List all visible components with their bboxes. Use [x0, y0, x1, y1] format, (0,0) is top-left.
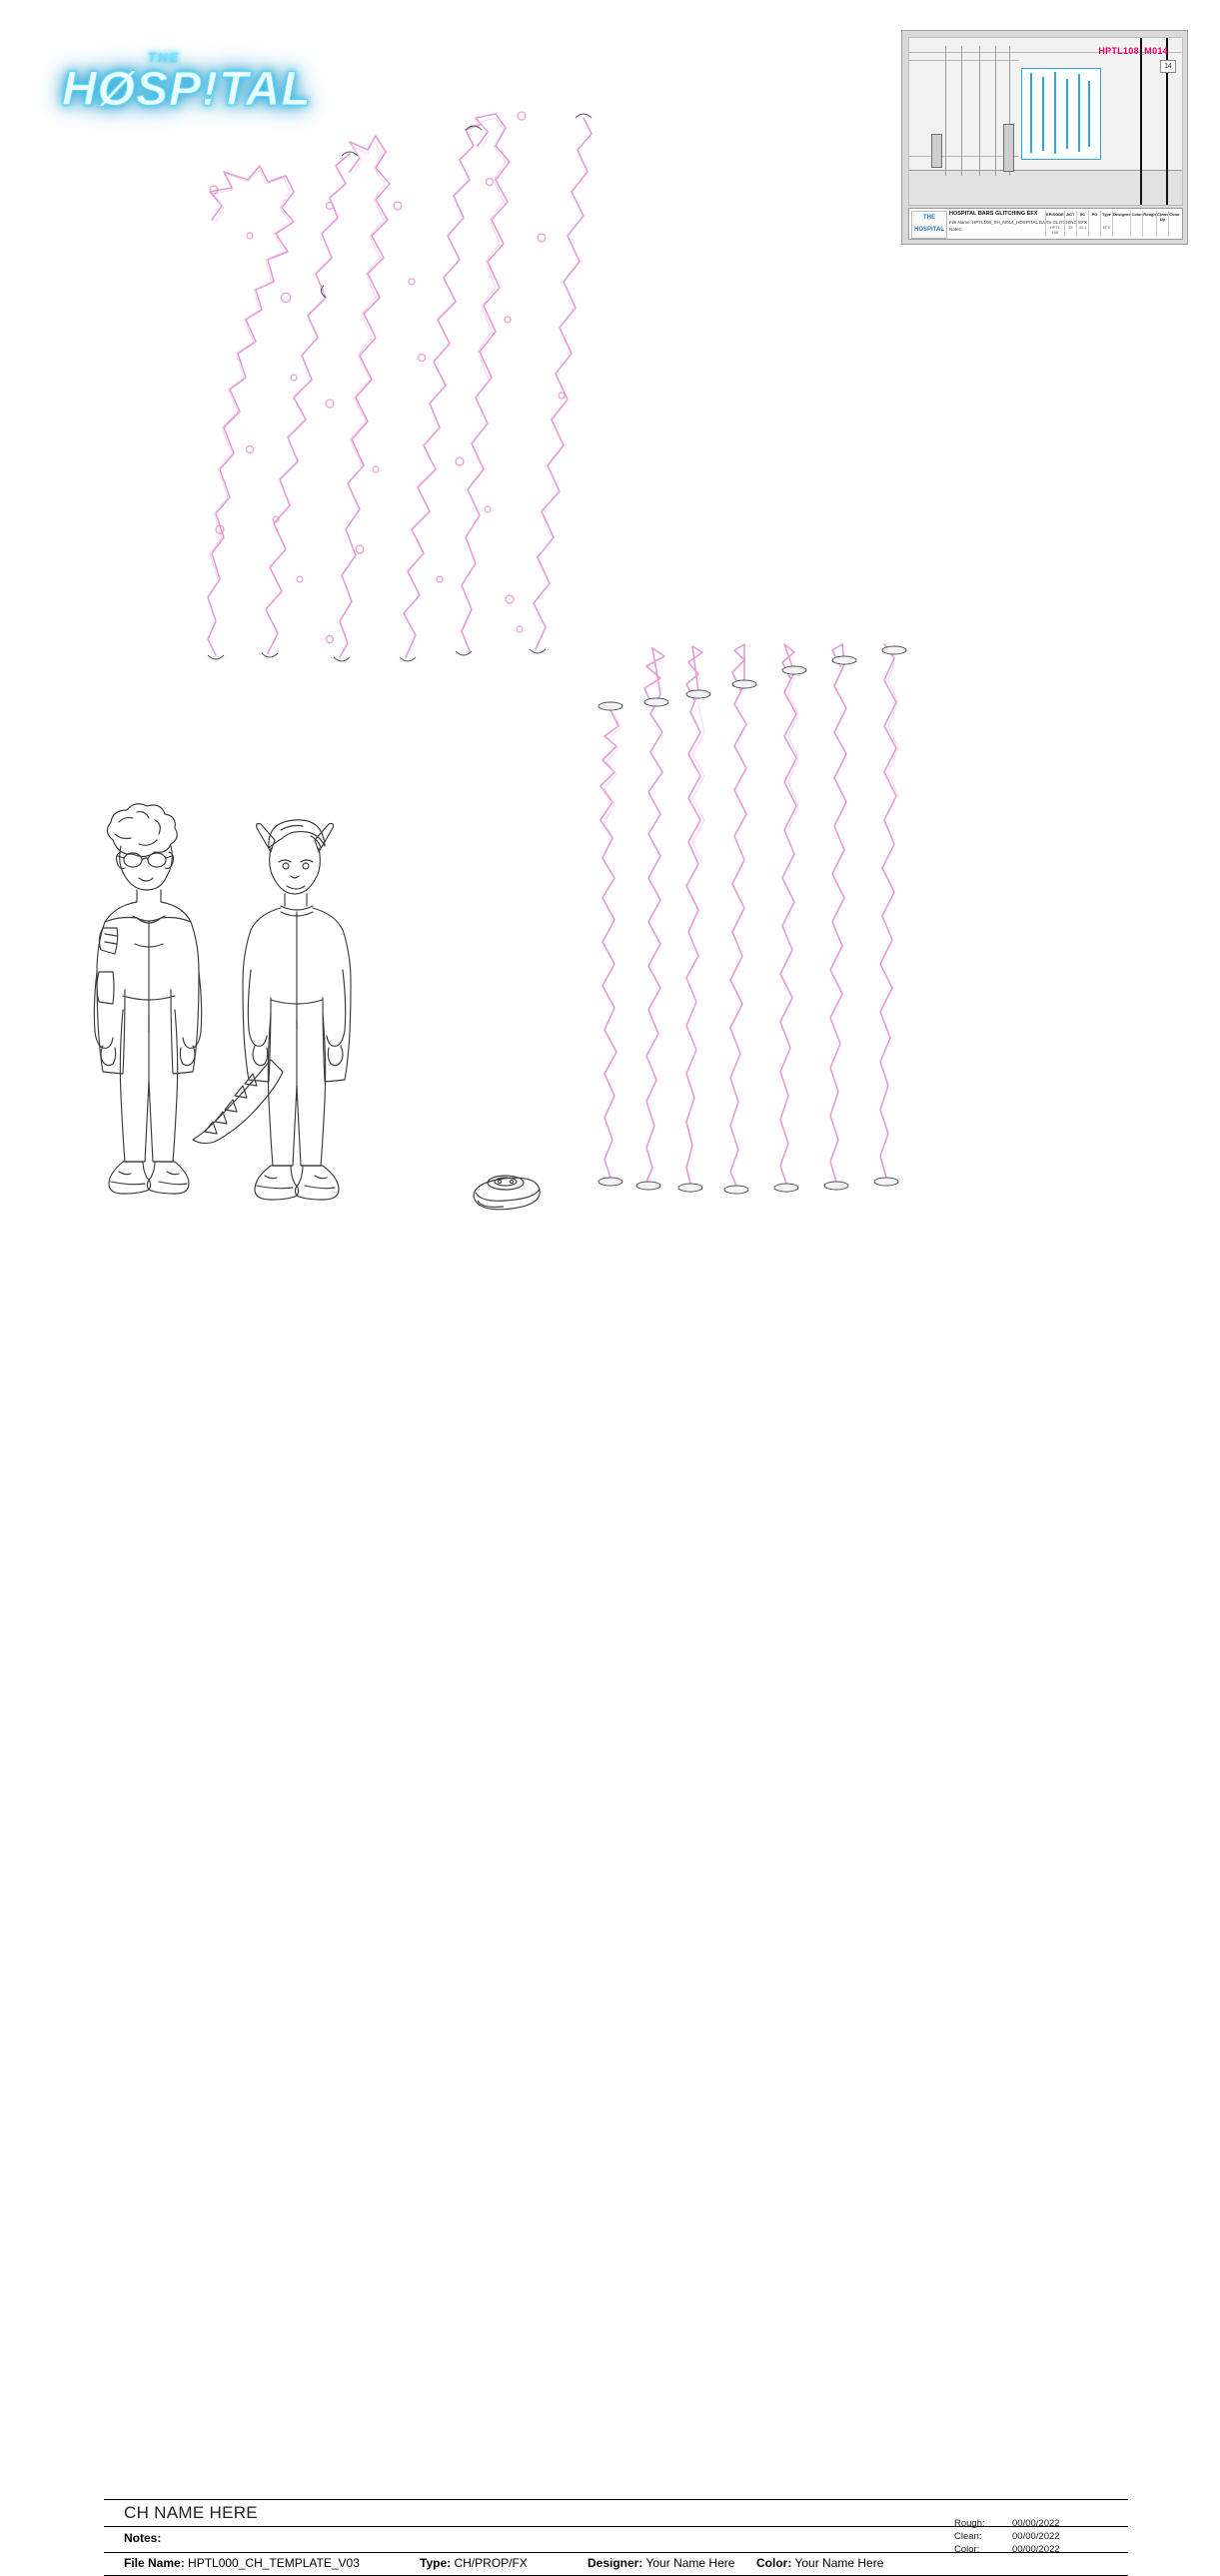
type-value[interactable]: CH/PROP/FX [454, 2556, 528, 2570]
floor-puck-prop-artwork [466, 1167, 546, 1217]
thumb-col: ACT 15 [1064, 211, 1076, 237]
type-row [420, 2556, 528, 2570]
designer-row [588, 2556, 734, 2570]
thumb-curtain [995, 46, 996, 176]
color-value[interactable]: Your Name Here [794, 2556, 884, 2570]
glitch-strands-artwork [595, 644, 934, 1204]
color-label: Color: [756, 2556, 792, 2570]
notes-label: Notes: [124, 2531, 162, 2545]
logo-wordmark: HØSP!TAL [62, 63, 312, 116]
thumb-title: HOSPITAL BARS GLITCHING EFX [949, 211, 1038, 217]
clean-label: Clean: [954, 2531, 982, 2542]
date-stamps [954, 2517, 1134, 2556]
color-date-label: Color: [954, 2544, 980, 2555]
character-lineup-artwork [75, 804, 395, 1244]
thumb-col: Designer [1112, 211, 1130, 237]
file-name-value[interactable]: HPTL000_CH_TEMPLATE_V03 [188, 2556, 360, 2570]
thumb-col: PG [1088, 211, 1100, 237]
thumb-col: Color [1168, 211, 1180, 237]
rough-label: Rough: [954, 2518, 985, 2529]
thumb-frame-bar [1140, 38, 1142, 205]
thumb-curtain [979, 46, 980, 176]
designer-value[interactable]: Your Name Here [645, 2556, 735, 2570]
color-date[interactable]: 00/00/2022 [1012, 2544, 1060, 2555]
thumb-glitch-wall [1021, 68, 1101, 160]
thumb-col: SC 40.1 [1076, 211, 1088, 237]
designer-label: Designer: [588, 2556, 643, 2570]
thumb-panel-number: 14 [1160, 60, 1176, 73]
character-name-field[interactable]: CH NAME HERE [124, 2503, 258, 2522]
thumb-wall-line [909, 60, 1019, 61]
thumb-col: EPISODE HPTL 108 [1046, 212, 1064, 235]
date-row [954, 2543, 1134, 2556]
thumb-col: Type EFX [1100, 211, 1112, 237]
type-label: Type: [420, 2556, 452, 2570]
date-row [954, 2517, 1134, 2530]
thumbnail-artwork [908, 37, 1183, 206]
file-name-row [124, 2556, 360, 2570]
thumb-figure-seated [931, 134, 942, 168]
title-block [0, 1247, 1220, 2570]
thumb-col: Color [1130, 211, 1142, 237]
thumb-filename: File Name: HPTL108_SH_M014_HOSPITAL BARS GLITCHING EFX [949, 220, 1088, 225]
color-credit-row [756, 2556, 883, 2570]
thumbnail-info-strip [908, 208, 1183, 240]
clean-date[interactable]: 00/00/2022 [1012, 2531, 1060, 2542]
glitch-bars-top-artwork [190, 110, 619, 679]
thumb-curtain [961, 46, 962, 176]
thumb-col: Clean Up [1156, 211, 1168, 237]
thumb-studio-logo: THE HOSPITAL [911, 211, 947, 239]
thumb-figure-standing [1003, 124, 1014, 172]
reference-thumbnail-board[interactable] [901, 30, 1188, 245]
thumb-shot-code: HPTL108_M014 [1098, 46, 1168, 56]
thumb-curtain [945, 46, 946, 176]
rough-date[interactable]: 00/00/2022 [1012, 2518, 1060, 2529]
thumb-col: Rough [1142, 211, 1156, 237]
thumb-notes-label: Notes: [949, 227, 963, 232]
logo-the: THE [148, 50, 180, 65]
date-row [954, 2530, 1134, 2543]
thumb-column-grid [1045, 211, 1180, 237]
file-name-label: File Name: [124, 2556, 185, 2570]
rule [104, 2499, 1128, 2500]
